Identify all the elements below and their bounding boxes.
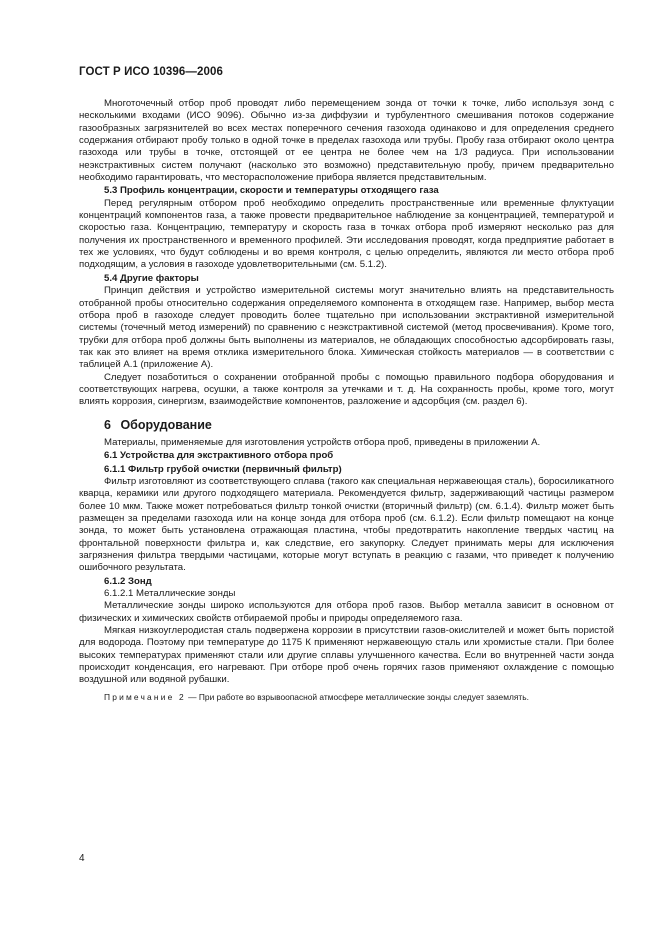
paragraph: Металлические зонды широко используются для отбора проб газов. Выбор металла зависит в основном от физических и химических свойств отбираемой пробы и природы определяемого газа. <box>79 600 614 624</box>
paragraph: Мягкая низкоуглеродистая сталь подвержена коррозии в присутствии газов-окислителей и может быть пористой для водорода. Поэтому при температуре до 1175 К применяют нержавеющую сталь или хромистые стали. При более высоких температурах применяют стали или другие сплавы улучшенного качества. Если во внутренней части зонда происходит конденсация, его нагревают. При отборе проб очень горячих газов применяют охлаждение с помощью воздушной или водяной рубашки. <box>79 625 614 686</box>
section-heading-6-1-2: 6.1.2 Зонд <box>104 575 152 587</box>
section-number: 6 <box>104 417 111 432</box>
note <box>79 691 614 703</box>
paragraph: Многоточечный отбор проб проводят либо перемещением зонда от точки к точке, либо используя зонд с несколькими входами (ИСО 9096). Обычно из-за диффузии и турбулентного смешивания потоков содержание газообразных загрязнителей во всех местах поперечного сечения газохода одинаково и для определения среднего содержания отбирают пробу только в одной точке в пределах газохода или трубы. Пробу газа отбирают около центра газохода или трубы в точке, отстоящей от ее центра не более чем на 1/3 радиуса. При использовании неэкстрактивных систем получают (насколько это возможно) представительную пробу, причем предварительно необходимо гарантировать, что месторасположение прибора является представительным. <box>79 98 614 184</box>
paragraph: Перед регулярным отбором проб необходимо определить пространственные или временные флуктуации концентраций компонентов газа, а также провести предварительное наблюдение за концентрацией, температурой и скоростью газа. Концентрацию, температуру и скорость газа в точках отбора проб измеряют несколько раз для получения их пространственного и временного профилей. Эти исследования проводят, когда предприятие работает в тех же условиях, что будут соблюдены и во время контроля, с целью определить, являются ли место отбора проб подходящим, а условия в газоходе удовлетворительными (см. 5.1.2). <box>79 197 614 271</box>
page-number: 4 <box>79 853 85 864</box>
section-heading-6-1: 6.1 Устройства для экстрактивного отбора проб <box>104 450 334 462</box>
document-body <box>79 98 614 703</box>
paragraph: Материалы, применяемые для изготовления устройств отбора проб, приведены в приложении А. <box>104 436 541 448</box>
section-heading-5-3: 5.3 Профиль концентрации, скорости и температуры отходящего газа <box>104 185 439 197</box>
section-heading-6-1-2-1: 6.1.2.1 Металлические зонды <box>104 588 236 600</box>
section-title: Оборудование <box>120 417 212 432</box>
section-heading-6-1-1: 6.1.1 Фильтр грубой очистки (первичный фильтр) <box>104 463 342 475</box>
paragraph: Принцип действия и устройство измерительной системы могут значительно влиять на представительность отобранной пробы относительно содержания определяемого компонента в отходящем газе. Например, выбор места отбора проб в газоходе следует проводить более тщательно при использовании экстрактивной измерительной системы (точечный метод измерений) по сравнению с неэкстрактивной системой (метод просвечивания). Кроме того, трубки для отбора проб должны быть выполнены из материалов, не обладающих способностью адсорбировать газы, так как это влияет на время отклика измерительного блока. Химическая стойкость материалов — в соответствии с таблицей А.1 (приложение А). <box>79 285 614 371</box>
document-header: ГОСТ Р ИСО 10396—2006 <box>79 66 224 78</box>
paragraph: Следует позаботиться о сохранении отобранной пробы с помощью правильного подбора оборудования и соответствующих нагрева, осушки, а также контроля за утечками и т. д. На сохранность пробы, кроме того, могут влиять коррозия, синергизм, взаимодействие компонентов, разложение и адсорбция (см. раздел 6). <box>79 371 614 408</box>
note-text: — При работе во взрывоопасной атмосфере металлические зонды следует заземлять. <box>185 691 529 702</box>
note-label: Примечание 2 <box>104 691 186 702</box>
section-heading-5-4: 5.4 Другие факторы <box>104 272 199 284</box>
paragraph: Фильтр изготовляют из соответствующего сплава (такого как специальная нержавеющая сталь), боросиликатного кварца, керамики или другого подходящего материала. Рекомендуется фильтр, задерживающий частицы размером более 10 мкм. Также может потребоваться фильтр тонкой очистки (вторичный фильтр) (см. 6.1.4). Фильтр может быть размещен за пределами газохода или на конце зонда для отбора проб (см. 6.1.2). Если фильтр помещают на конце зонда, то может быть установлена отражающая пластина, чтобы предотвратить накопление твердых частиц на фронтальной поверхности фильтра и, как следствие, его закупорку. Следует принимать меры для исключения загрязнения фильтра твердыми частицами, которые могут вступать в реакцию с газами, что приведет к получению ошибочного результата. <box>79 475 614 574</box>
section-heading-6 <box>79 419 614 431</box>
